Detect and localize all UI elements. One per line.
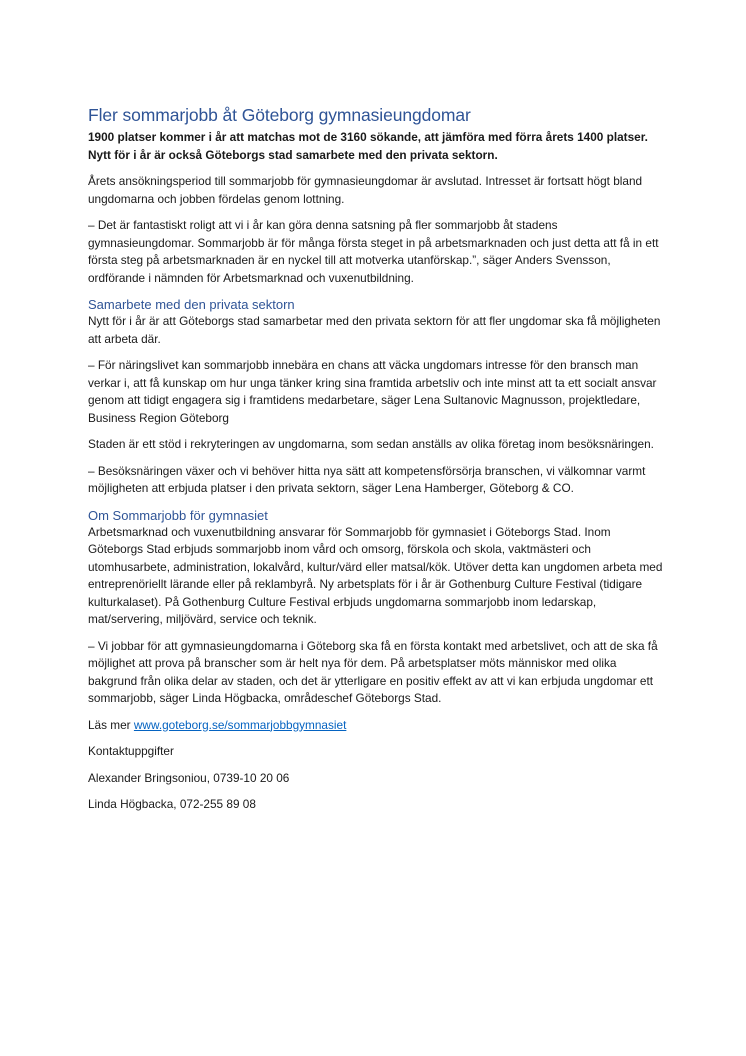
paragraph-application-period: Årets ansökningsperiod till sommarjobb för gymnasieungdomar är avslutad. Intresset är fortsatt högt bland ungdomarna och jobben fördelas genom lottning. [88,174,643,206]
document-page [88,104,666,823]
quote-linda-hogbacka: – Vi jobbar för att gymnasieungdomarna i Göteborg ska få en första kontakt med arbetslivet, och att de ska få möjlighet att prova på branscher som är helt nya för dem. På arbetsplatser möts människor med olika bakgrund från olika delar av staden, och det är ytterligare en positiv effekt av att vi kan erbjuda ungdomar ett sommarjobb, säger Linda Högbacka, områdeschef Göteborgs Stad. [88,638,658,705]
contact-linda: Linda Högbacka, 072-255 89 08 [88,797,256,811]
article-title: Fler sommarjobb åt Göteborg gymnasieungdomar [88,105,471,125]
read-more-prefix: Läs mer [88,717,134,732]
paragraph-recruitment-support: Staden är ett stöd i rekryteringen av ungdomarna, som sedan anställs av olika företag inom besöksnäringen. [88,437,654,451]
contact-heading: Kontaktuppgifter [88,744,174,758]
subheading-private-sector: Samarbete med den privata sektorn [88,297,295,312]
paragraph-about-summer-jobs: Arbetsmarknad och vuxenutbildning ansvarar för Sommarjobb för gymnasiet i Göteborgs Stad. Inom Göteborgs Stad erbjuds sommarjobb inom vård och omsorg, förskola och skola, vaktmästeri och utomhusarbete, administration, lokalvård, kultur/värd eller matsal/kök. Utöver detta kan ungdomen arbeta med entreprenöriellt lärande eller på reklambyrå. Ny arbetsplats för i år är Gothenburg Culture Festival (tidigare kulturkalaset). På Gothenburg Culture Festival erbjuds ungdomarna sommarjobb inom ledarskap, mat/servering, miljövärd, service och teknik. [88,524,663,626]
article-lead: 1900 platser kommer i år att matchas mot de 3160 sökande, att jämföra med förra årets 1400 platser. Nytt för i år är också Göteborgs stad samarbete med den privata sektorn. [88,130,648,162]
quote-lena-sultanovic: – För näringslivet kan sommarjobb innebära en chans att väcka ungdomars intresse för den bransch man verkar i, att få kunskap om hur unga tänker kring sina framtida arbetsliv och inte minst att ta ett socialt ansvar genom att tidigt engagera sig i framtidens medarbetare, säger Lena Sultanovic Magnusson, projektledare, Business Region Göteborg [88,358,657,425]
contact-alexander: Alexander Bringsoniou, 0739-10 20 06 [88,770,290,785]
quote-anders-svensson: – Det är fantastiskt roligt att vi i år kan göra denna satsning på fler sommarjobb åt stadens gymnasieungdomar. Sommarjobb är för många första steget in på arbetsmarknaden och just detta att få in ett första steg på arbetsmarknaden är en nyckel till att motverka utanförskap.”, säger Anders Svensson, ordförande i nämnden för Arbetsmarknad och vuxenutbildning. [88,218,659,285]
quote-lena-hamberger: – Besöksnäringen växer och vi behöver hitta nya sätt att kompetensförsörja branschen, vi välkomnar varmt möjligheten att erbjuda platser i den privata sektorn, säger Lena Hamberger, Göteborg & CO. [88,463,646,495]
subheading-about-summer-jobs: Om Sommarjobb för gymnasiet [88,507,268,523]
read-more-link[interactable]: www.goteborg.se/sommarjobbgymnasiet [133,717,347,732]
read-more-line [88,717,666,735]
paragraph-private-sector: Nytt för i år är att Göteborgs stad samarbetar med den privata sektorn för att fler ungdomar ska få möjligheten att arbeta där. [88,314,661,346]
